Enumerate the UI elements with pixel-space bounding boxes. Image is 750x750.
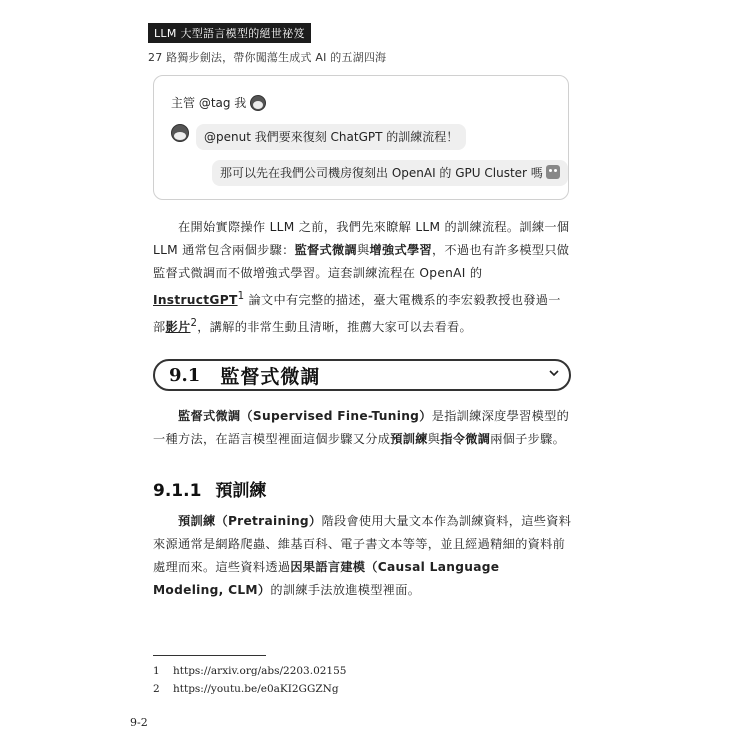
section-title: 監督式微調 <box>220 365 321 388</box>
chat-card <box>153 75 569 200</box>
instructgpt-reference: InstructGPT <box>153 293 238 308</box>
chat-bubble-manager <box>196 124 466 150</box>
book-title: LLM 大型語言模型的絕世祕笈 <box>148 23 311 43</box>
bold-term: 指令微調 <box>440 432 491 446</box>
chat-message-1: @penut 我們要來復刻 ChatGPT 的訓練流程！ <box>204 130 459 144</box>
chat-header <box>171 94 266 111</box>
section-heading <box>153 359 571 391</box>
intro-paragraph <box>153 216 573 339</box>
bold-term: 因果語言建模（Causal Language Modeling, CLM） <box>153 560 500 597</box>
text: 階段會使用大量文本作為訓練資料，這些資料來源通常是網路爬蟲、維基百科、電子書文本等等，並且經過精細的資料前處理而來。這些資料透過 <box>153 514 572 574</box>
text: 論文中有完整的描述，臺大電機系的李宏毅教授也發過一部 <box>153 293 561 335</box>
user-avatar-icon <box>171 124 189 142</box>
robot-emoji-icon <box>546 165 560 179</box>
subsection-number: 9.1.1 <box>153 481 202 501</box>
manager-avatar-icon <box>250 95 266 111</box>
text: ，不過也有許多模型只做監督式微調而不做增強式學習。這套訓練流程在 OpenAI 的 <box>153 243 570 280</box>
chat-bubble-reply <box>212 160 568 186</box>
chat-message-2: 那可以先在我們公司機房復刻出 OpenAI 的 GPU Cluster 嗎 <box>220 166 543 180</box>
running-header <box>148 22 386 65</box>
text: 與 <box>427 432 441 446</box>
footnote-url[interactable]: https://youtu.be/e0aKI2GGZNg <box>173 683 339 695</box>
footnote-number: 2 <box>153 683 160 695</box>
subsection-heading <box>153 476 266 501</box>
bold-term: 預訓練 <box>390 432 428 446</box>
footnote-2 <box>153 683 339 695</box>
text: 在開始實際操作 LLM 之前，我們先來瞭解 LLM 的訓練流程。訓練一個 LLM 通常包含兩個步驟： <box>153 220 570 257</box>
footnote-1 <box>153 665 346 677</box>
text: 的訓練手法放進模型裡面。 <box>270 583 421 597</box>
subsection-title: 預訓練 <box>215 481 267 501</box>
page-number: 9-2 <box>130 716 148 729</box>
text: ，講解的非常生動且清晰，推薦大家可以去看看。 <box>197 320 472 335</box>
footnote-divider <box>153 655 266 656</box>
footnote-number: 1 <box>153 665 160 677</box>
footnote-marker: 2 <box>190 318 198 330</box>
chat-header-text: 主管 @tag 我 <box>171 96 247 110</box>
text: 是指訓練深度學習模型的一種方法，在語言模型裡面這個步驟又分成 <box>153 409 570 446</box>
text: 兩個子步驟。 <box>490 432 566 446</box>
section-number: 9.1 <box>169 364 201 386</box>
bold-term: 監督式微調 <box>294 243 357 257</box>
bold-term: 預訓練（Pretraining） <box>178 514 322 528</box>
chevron-down-icon <box>549 368 559 378</box>
text: 與 <box>357 243 370 257</box>
bold-term: 監督式微調（Supervised Fine-Tuning） <box>178 409 432 423</box>
footnote-url[interactable]: https://arxiv.org/abs/2203.02155 <box>173 665 347 677</box>
pretraining-paragraph <box>153 510 573 602</box>
video-reference: 影片 <box>165 320 191 335</box>
bold-term: 增強式學習 <box>369 243 432 257</box>
sft-paragraph <box>153 405 573 451</box>
book-subtitle: 27 路獨步劍法，帶你闖蕩生成式 AI 的五湖四海 <box>148 51 387 64</box>
footnote-marker: 1 <box>237 291 245 302</box>
